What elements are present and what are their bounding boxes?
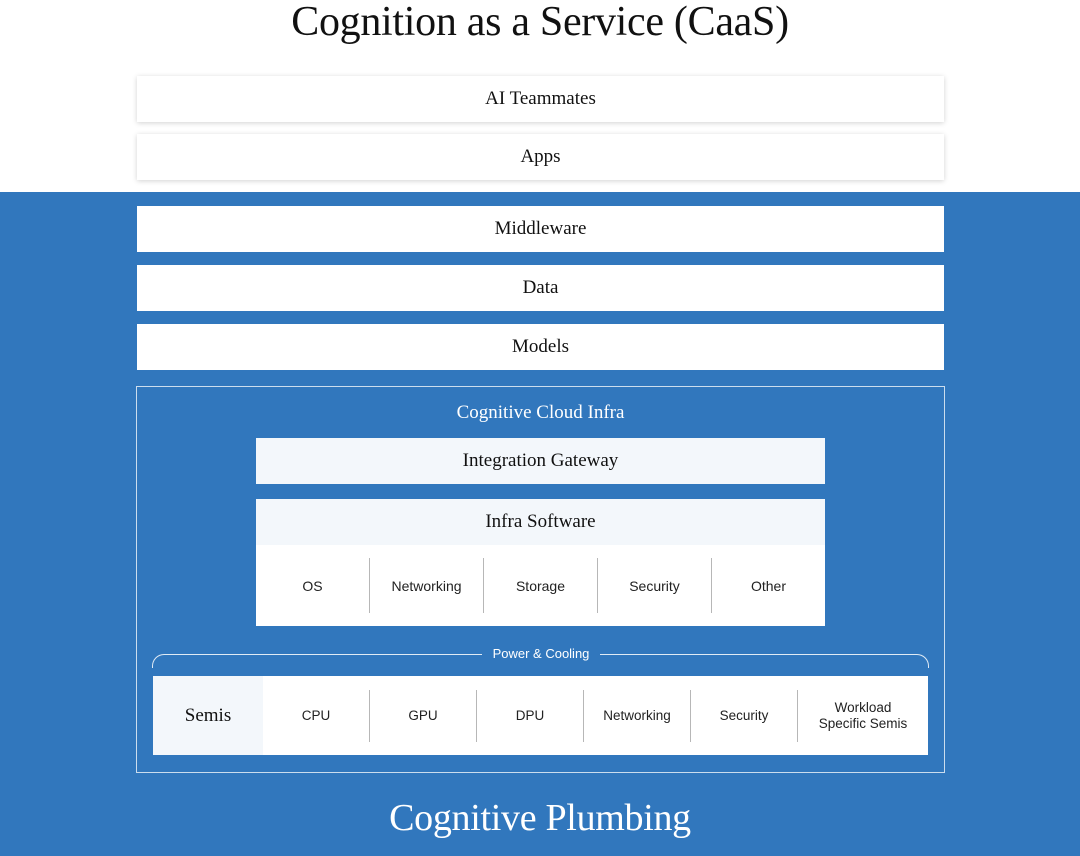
power-cooling-label: Power & Cooling <box>482 645 600 663</box>
semis-item-workload-specific: Workload Specific Semis <box>818 699 908 731</box>
infra-software-item-security: Security <box>598 558 712 613</box>
semis-title: Semis <box>153 676 263 755</box>
layer-data: Data <box>137 265 944 311</box>
infra-software-item-storage: Storage <box>484 558 598 613</box>
cloud-infra-title: Cognitive Cloud Infra <box>456 402 625 423</box>
infra-software-item-networking: Networking <box>370 558 484 613</box>
layer-middleware: Middleware <box>137 206 944 252</box>
infra-software-title: Infra Software <box>256 499 825 545</box>
semis-item-networking: Networking <box>584 690 691 742</box>
infra-software-item-other: Other <box>750 577 786 594</box>
page-title: Cognition as a Service (CaaS) <box>291 0 789 45</box>
semis-item-cpu: CPU <box>263 690 370 742</box>
semis-item-security: Security <box>691 690 798 742</box>
infra-software-items <box>256 545 825 626</box>
semis-items <box>263 676 928 755</box>
layer-models: Models <box>137 324 944 370</box>
infra-software-item-os: OS <box>256 558 370 613</box>
integration-gateway-box: Integration Gateway <box>256 438 825 484</box>
infra-software-box <box>256 499 825 626</box>
layer-apps: Apps <box>137 134 944 180</box>
semis-box <box>153 676 928 755</box>
semis-item-dpu: DPU <box>477 690 584 742</box>
footer-title: Cognitive Plumbing <box>389 797 691 839</box>
layer-ai-teammates: AI Teammates <box>137 76 944 122</box>
semis-item-gpu: GPU <box>370 690 477 742</box>
